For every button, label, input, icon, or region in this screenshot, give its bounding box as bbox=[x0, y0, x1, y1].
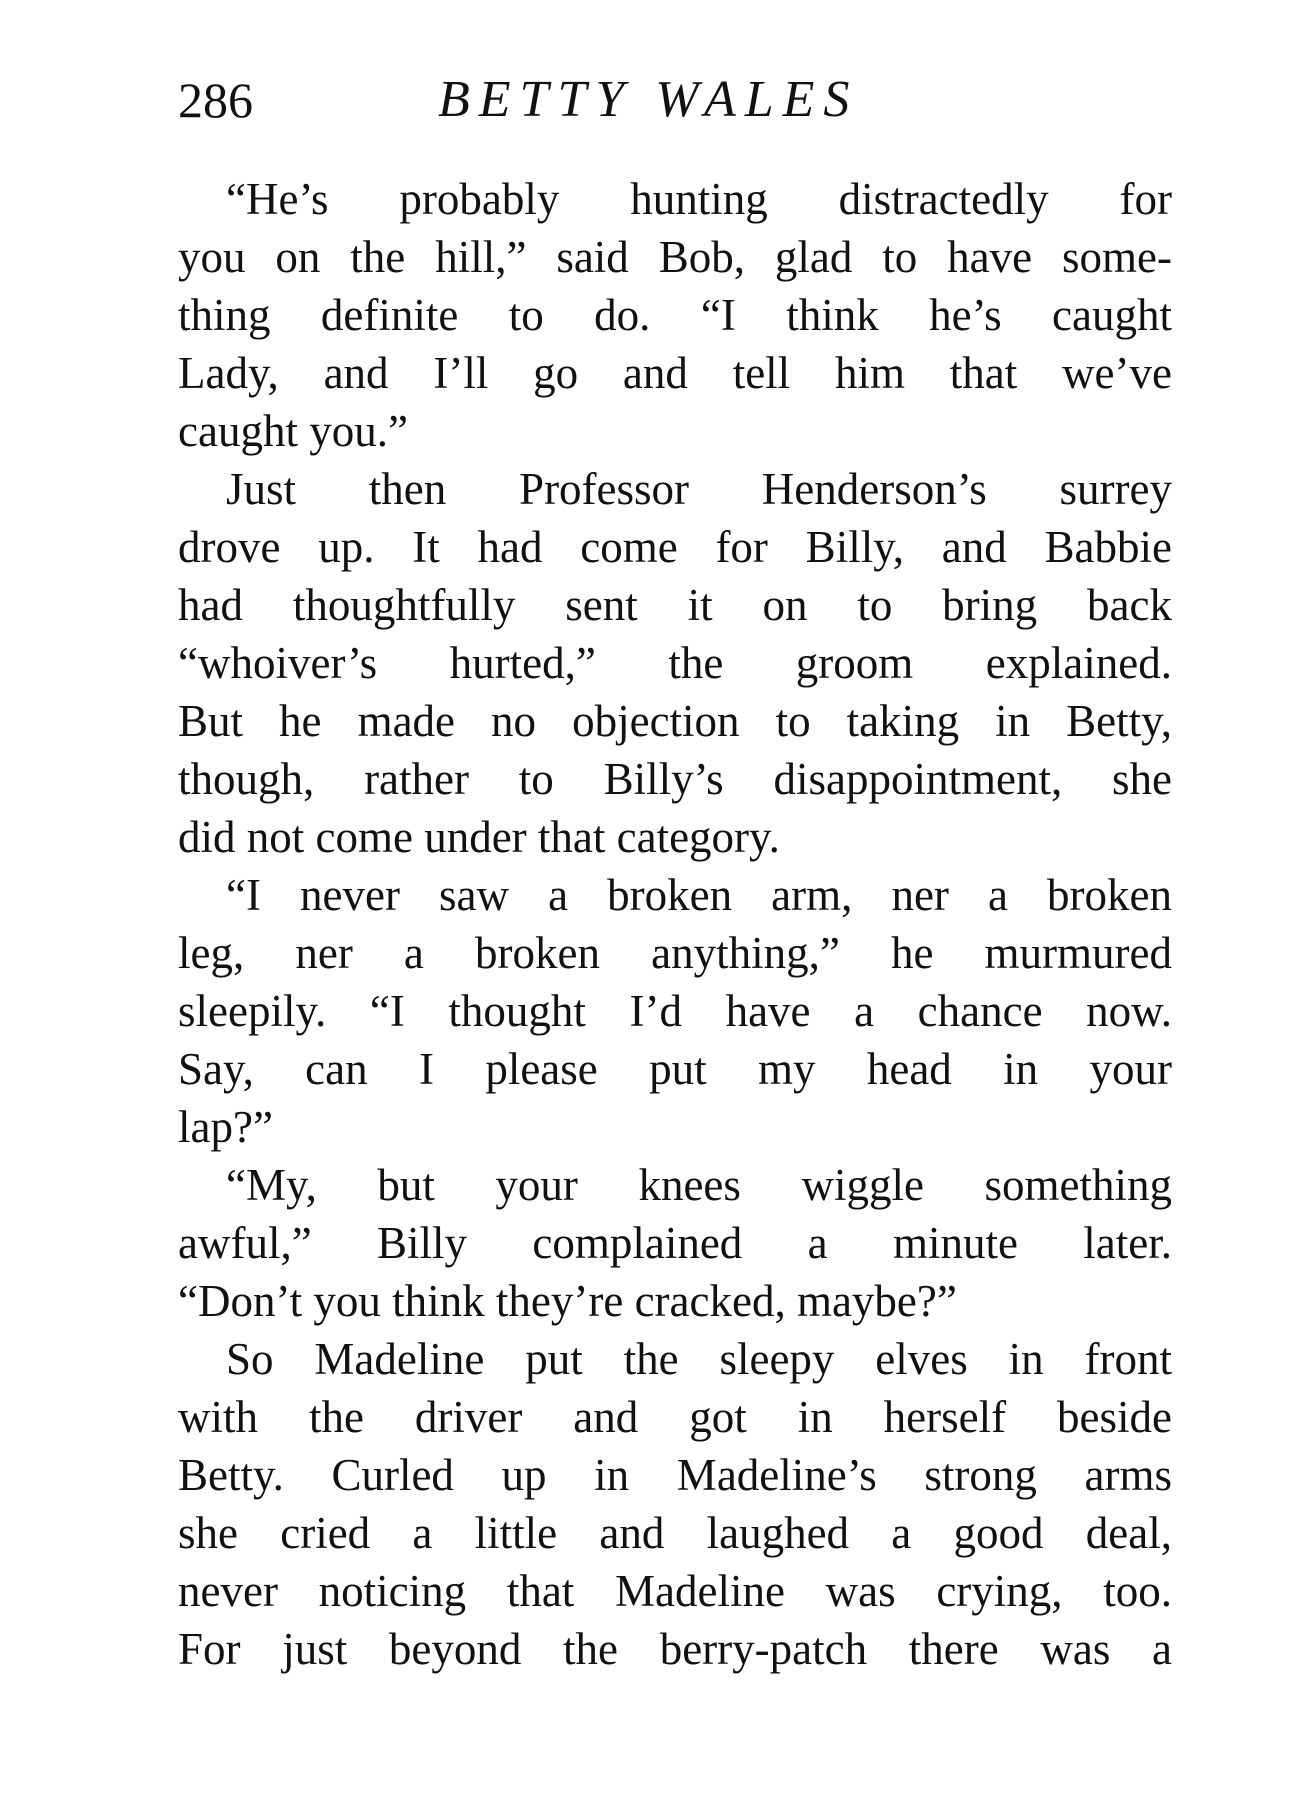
text-line: leg, ner a broken anything,” he murmured bbox=[178, 928, 1172, 978]
text-line: did not come under that category. bbox=[178, 812, 780, 862]
text-line: sleepily. “I thought I’d have a chance now. bbox=[178, 986, 1172, 1036]
text-line: Lady, and I’ll go and tell him that we’ve bbox=[178, 348, 1172, 398]
text-line: “Don’t you think they’re cracked, maybe?” bbox=[178, 1276, 957, 1326]
text-line: lap?” bbox=[178, 1102, 273, 1152]
text-line: “My, but your knees wiggle something bbox=[226, 1160, 1172, 1210]
text-line: “whoiver’s hurted,” the groom explained. bbox=[178, 638, 1172, 688]
text-line: awful,” Billy complained a minute later. bbox=[178, 1218, 1172, 1268]
text-line: thing definite to do. “I think he’s caught bbox=[178, 290, 1172, 340]
body-text bbox=[178, 170, 1172, 1678]
text-line: you on the hill,” said Bob, glad to have some- bbox=[178, 232, 1172, 282]
text-line: But he made no objection to taking in Betty, bbox=[178, 696, 1172, 746]
text-line: drove up. It had come for Billy, and Babbie bbox=[178, 522, 1172, 572]
text-line: with the driver and got in herself beside bbox=[178, 1392, 1172, 1442]
text-line: Say, can I please put my head in your bbox=[178, 1044, 1172, 1094]
text-line: “I never saw a broken arm, ner a broken bbox=[226, 870, 1172, 920]
running-head: BETTY WALES bbox=[438, 71, 859, 128]
text-line: Just then Professor Henderson’s surrey bbox=[226, 464, 1172, 514]
text-line: “He’s probably hunting distractedly for bbox=[226, 174, 1172, 224]
text-line: though, rather to Billy’s disappointment, she bbox=[178, 754, 1172, 804]
page-number: 286 bbox=[178, 72, 253, 128]
text-line: Betty. Curled up in Madeline’s strong arms bbox=[178, 1450, 1172, 1500]
text-line: For just beyond the berry-patch there was a bbox=[178, 1624, 1172, 1674]
page-header bbox=[178, 60, 1178, 140]
text-line: had thoughtfully sent it on to bring back bbox=[178, 580, 1172, 630]
text-line: never noticing that Madeline was crying, too. bbox=[178, 1566, 1172, 1616]
text-line: So Madeline put the sleepy elves in front bbox=[226, 1334, 1172, 1384]
text-line: she cried a little and laughed a good deal, bbox=[178, 1508, 1172, 1558]
text-line: caught you.” bbox=[178, 406, 408, 456]
